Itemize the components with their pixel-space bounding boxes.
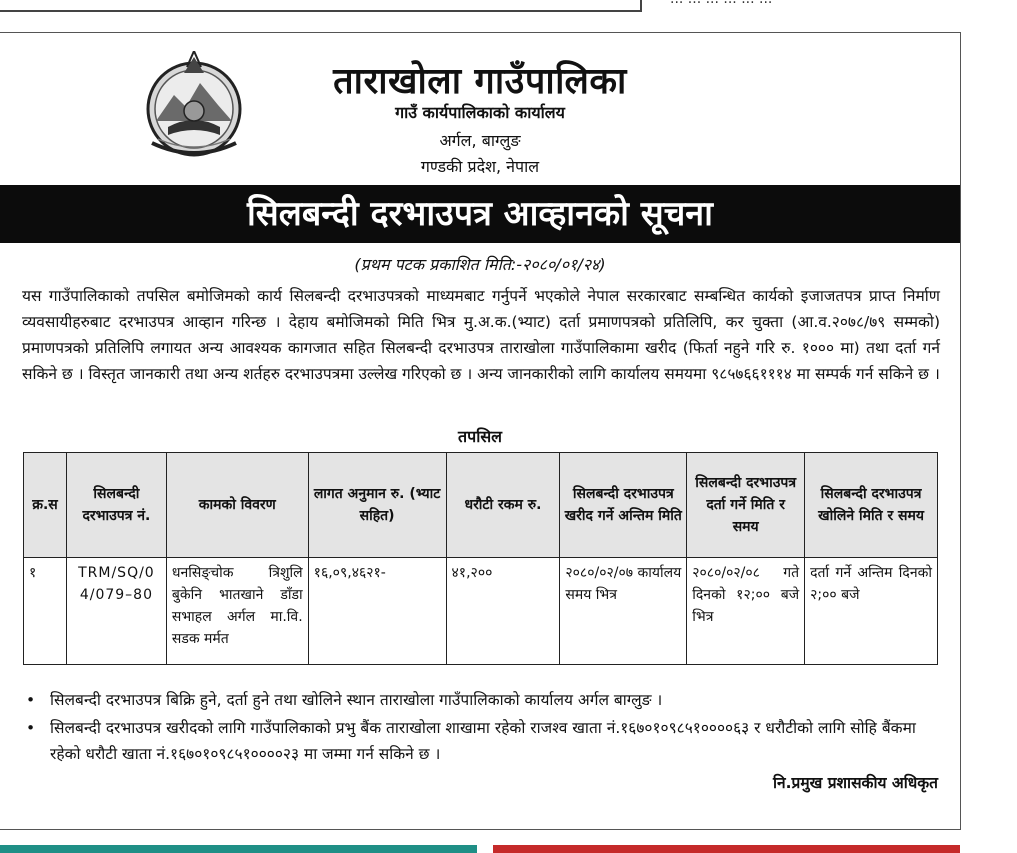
bullet-icon: • xyxy=(26,691,36,709)
cell-tender-no: TRM/SQ/04/079–80 xyxy=(66,558,166,665)
bottom-left-color-bar xyxy=(0,845,477,853)
cell-cost-estimate: १६,०९,४६२१- xyxy=(308,558,446,665)
table-caption: तपसिल xyxy=(457,427,503,446)
cell-opening-date: दर्ता गर्ने अन्तिम दिनको २;०० बजे xyxy=(805,558,938,665)
notice-body-text: यस गाउँपालिकाको तपसिल बमोजिमको कार्य सिलबन्दी दरभाउपत्रको माध्यमबाट गर्नुपर्ने भएकोले नेपाल सरकारबाट सम्बन्धित कार्यको इजाजतपत्र प्राप्त निर्माण व्यवसायीहरुबाट दरभाउपत्र आव्हान गरिन्छ । देहाय बमोजिमको मिति भित्र मु.अ.क.(भ्याट) दर्ता प्रमाणपत्रको प्रतिलिपि, कर चुक्ता (आ.व.२०७८/७९ सम्मको) प्रमाणपत्रको प्रतिलिपि लगायत अन्य आवश्यक कागजात सहित सिलबन्दी दरभाउपत्र ताराखोला गाउँपालिकामा खरीद (फिर्ता नहुने गरि रु. १००० मा) तथा दर्ता गर्न सकिने छ । विस्तृत जानकारी तथा अन्य शर्तहरु दरभाउपत्रमा उल्लेख गरिएको छ । अन्य जानकारीको लागि कार्यालय समयमा ९८५७६६१११४ मा सम्पर्क गर्न सकिने छ । xyxy=(22,287,940,383)
top-clipped-edge xyxy=(0,0,1017,20)
col-header-deposit: धरौटी रकम रु. xyxy=(446,453,560,558)
signatory-title: नि.प्रमुख प्रशासकीय अधिकृत xyxy=(773,774,938,792)
notice-banner-title: सिलबन्दी दरभाउपत्र आव्हानको सूचना xyxy=(0,185,960,243)
table-row xyxy=(24,558,938,665)
cell-purchase-deadline: २०८०/०२/०७ कार्यालय समय भित्र xyxy=(560,558,687,665)
col-header-serial: क्र.स xyxy=(24,453,67,558)
office-name: गाउँ कार्यपालिकाको कार्यालय xyxy=(395,103,565,122)
table-header-row xyxy=(24,453,938,558)
municipality-name: ताराखोला गाउँपालिका xyxy=(333,61,627,102)
col-header-work-description: कामको विवरण xyxy=(166,453,308,558)
cell-serial: १ xyxy=(24,558,67,665)
clipped-text xyxy=(670,0,772,7)
notice-frame xyxy=(0,32,961,830)
list-item xyxy=(22,687,940,713)
cell-registration-date: २०८०/०२/०८ गते दिनको १२;०० बजे भित्र xyxy=(687,558,805,665)
published-date: (प्रथम पटक प्रकाशित मिति:-२०८०/०१/२४) xyxy=(354,255,606,274)
office-location: अर्गल, बाग्लुङ xyxy=(439,131,521,150)
note-text: सिलबन्दी दरभाउपत्र बिक्रि हुने, दर्ता हुने तथा खोलिने स्थान ताराखोला गाउँपालिकाको कार्यालय अर्गल बाग्लुङ । xyxy=(50,691,663,709)
col-header-opening-date: सिलबन्दी दरभाउपत्र खोलिने मिति र समय xyxy=(805,453,938,558)
note-text: सिलबन्दी दरभाउपत्र खरीदको लागि गाउँपालिकाको प्रभु बैंक ताराखोला शाखामा रहेको राजश्व खाता नं.१६७०१०९८५१००००६३ र धरौटीको लागि सोहि बैंकमा रहेको धरौटी खाता नं.१६७०१०९८५१००००२३ मा जम्मा गर्न सकिने छ । xyxy=(50,719,916,763)
col-header-registration-date: सिलबन्दी दरभाउपत्र दर्ता गर्ने मिति र समय xyxy=(687,453,805,558)
office-province: गण्डकी प्रदेश, नेपाल xyxy=(420,157,540,176)
bullet-icon: • xyxy=(26,719,36,737)
notes-list xyxy=(22,687,940,767)
cell-work-description: धनसिङ्चोक त्रिशुलि बुकेनि भातखाने डाँडा सभाहल अर्गल मा.वि. सडक मर्मत xyxy=(166,558,308,665)
tender-table xyxy=(23,452,938,665)
bottom-right-color-bar xyxy=(493,845,960,853)
cell-deposit: ४१,२०० xyxy=(446,558,560,665)
list-item xyxy=(22,715,940,767)
notice-header xyxy=(0,33,960,188)
col-header-purchase-deadline: सिलबन्दी दरभाउपत्र खरीद गर्ने अन्तिम मिति xyxy=(560,453,687,558)
previous-notice-border xyxy=(0,0,642,12)
col-header-tender-no: सिलबन्दी दरभाउपत्र नं. xyxy=(66,453,166,558)
col-header-cost-estimate: लागत अनुमान रु. (भ्याट सहित) xyxy=(308,453,446,558)
